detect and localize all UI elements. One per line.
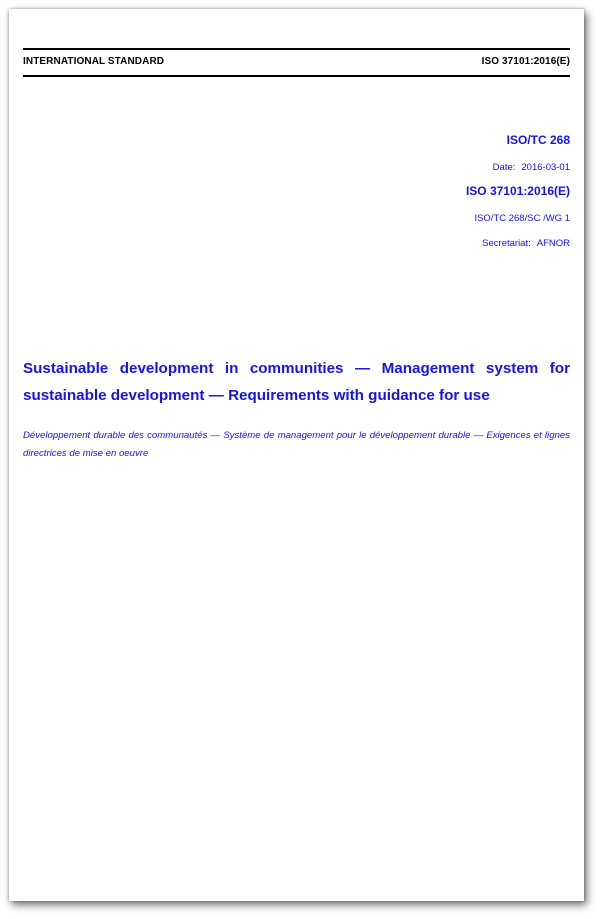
document-page bbox=[9, 9, 584, 901]
date-value: 2016-03-01 bbox=[521, 162, 570, 173]
header-top-rule bbox=[23, 48, 570, 50]
secretariat-label: Secretariat: bbox=[482, 238, 531, 249]
french-title: Développement durable des communautés — Système de management pour le développement durable — Exigences et lignes directrices de mise en oeuvre bbox=[23, 430, 570, 459]
document-type-label: INTERNATIONAL STANDARD bbox=[23, 56, 165, 67]
standard-number-label: ISO 37101:2016(E) bbox=[481, 56, 570, 67]
secretariat-value: AFNOR bbox=[536, 238, 570, 249]
committee-label: ISO/TC 268 bbox=[506, 133, 570, 147]
date-label: Date: bbox=[492, 162, 516, 173]
secretariat-line bbox=[482, 238, 570, 249]
english-title: Sustainable development in communities — Management system for sustainable development — Requirements with guidance for use bbox=[23, 360, 570, 404]
reference-label: ISO 37101:2016(E) bbox=[465, 184, 570, 198]
working-group-label: ISO/TC 268/SC /WG 1 bbox=[474, 213, 570, 224]
date-line bbox=[493, 162, 570, 173]
header-bottom-rule bbox=[23, 75, 570, 77]
